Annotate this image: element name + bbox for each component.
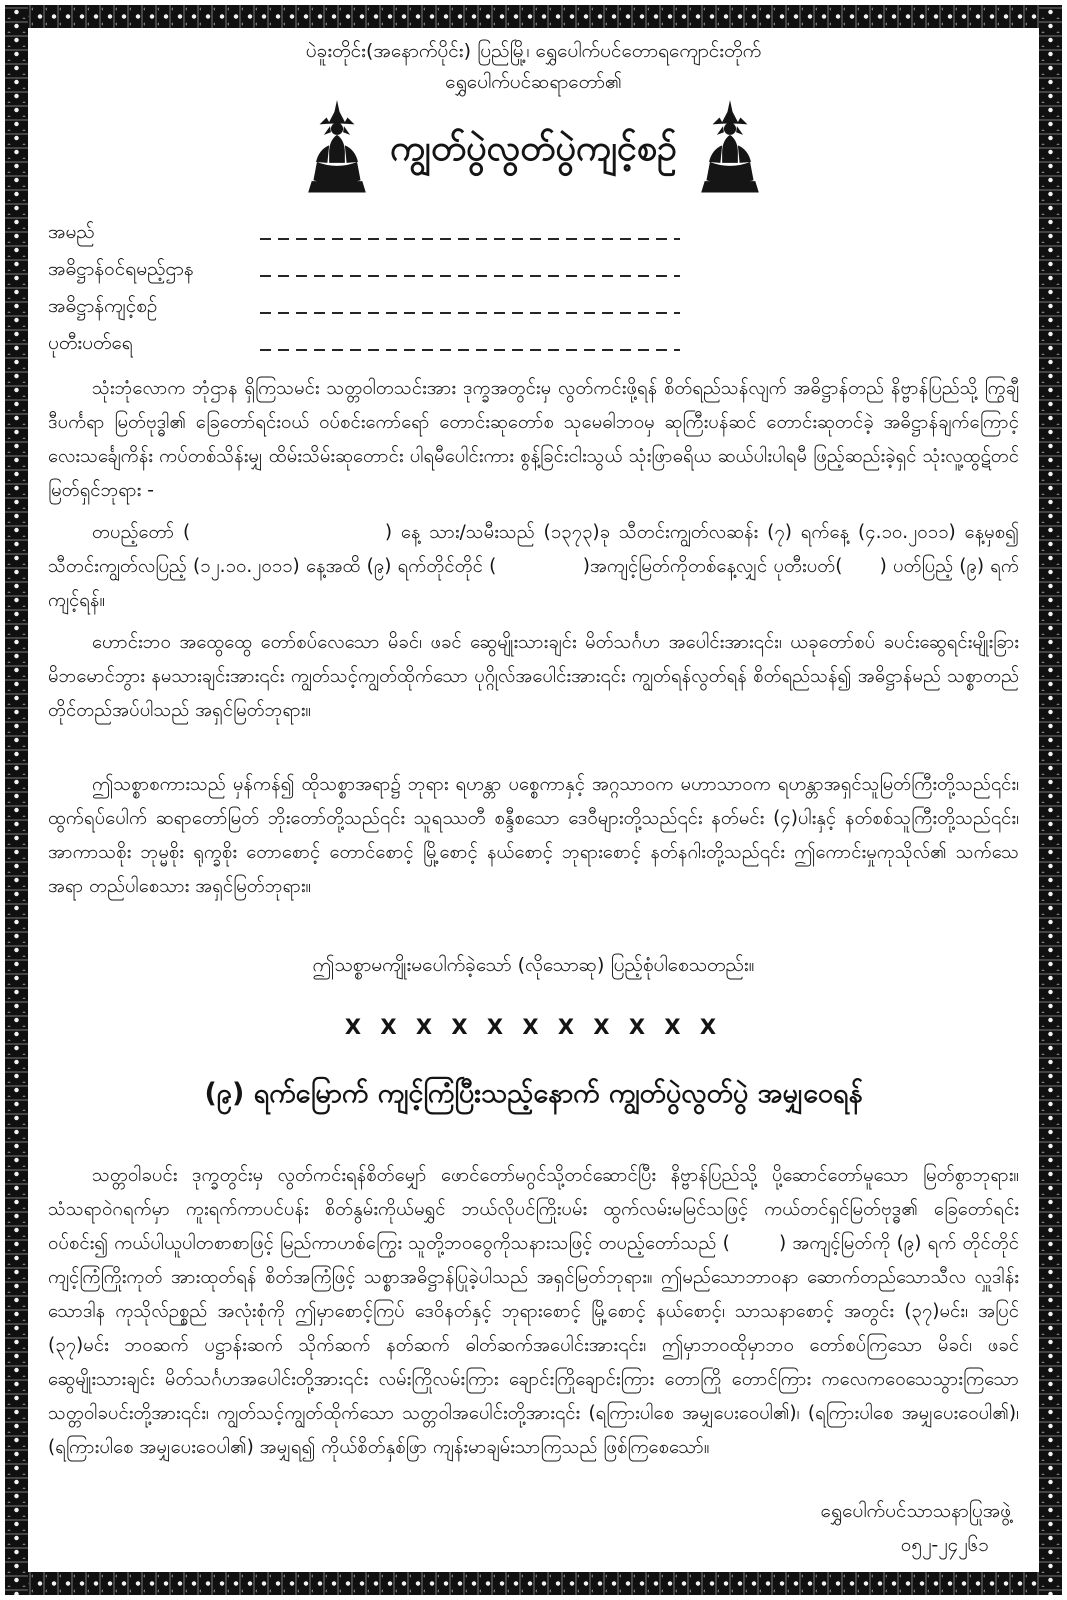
ornate-border-top: [5, 5, 1062, 28]
page-title: ကျွတ်ပွဲလွတ်ပွဲကျင့်စဉ်: [390, 127, 677, 169]
deity-figure-icon-left: [306, 100, 368, 196]
header-line2: ရွှေပေါက်ပင်ဆရာတော်၏: [445, 71, 622, 93]
footer: [48, 1494, 1019, 1566]
field-label-beads: ပုတီးပတ်ရေ: [48, 332, 133, 354]
form-field-row: [48, 321, 1019, 358]
footer-phone: ၀၅၂-၂၄၂၆၁: [900, 1534, 989, 1556]
field-label-name: အမည်: [48, 221, 95, 243]
field-label-place: အဓိဋ္ဌာန်ဝင်ရမည့်ဌာန: [48, 258, 194, 280]
x-separator: X X X X X X X X X X X: [344, 1015, 723, 1039]
oath-line: ဤသစ္စာမကျိုးမပေါက်ခဲ့သော် (လိုသောဆု) ပြည့်စုံပါစေသတည်း။: [312, 954, 755, 976]
ornate-border-left: [5, 5, 28, 1595]
footer-organization: ရွှေပေါက်ပင်သာသနာပြုအဖွဲ့: [820, 1500, 1011, 1522]
form-field-row: [48, 284, 1019, 321]
title-row: [48, 100, 1019, 196]
document-content: [48, 36, 1019, 1566]
body-paragraph-3: ဟောင်းဘဝ အထွေထွေ တော်စပ်လေသော မိခင်၊ ဖခင် ဆွေမျိုးသားချင်း မိတ်သင်္ဂဟ အပေါင်းအား၎င်း၊ ယခုတော်စပ် ခပင်းဆွေရင်းမျိုးခြား မိဘမောင်ဘွား နမသားချင်းအား၎င်း ကျွတ်သင့်ကျွတ်ထိုက်သော ပုဂ္ဂိုလ်အပေါင်းအား၎င်း ကျွတ်ရန်လွတ်ရန် စိတ်ရည်သန်၍ အဓိဋ္ဌာန်မည် သစ္စာတည် တိုင်တည်အပ်ပါသည် အရှင်မြတ်ဘုရား။: [48, 632, 1019, 721]
field-blank-line: [260, 221, 680, 247]
ornate-border-right: [1039, 5, 1062, 1595]
form-field-row: [48, 247, 1019, 284]
ornate-border-bottom: [5, 1572, 1062, 1595]
field-blank-line: [260, 295, 680, 321]
field-blank-line: [260, 258, 680, 284]
body-paragraph-1: သုံးဘုံလောက ဘုံဌာန ရှိကြသမင်း သတ္တဝါတသင်းအား ဒုက္ခအတွင်းမှ လွတ်ကင်းဖို့ရန် စိတ်ရည်သန်လျက် အဓိဋ္ဌာန်တည် နိဗ္ဗာန်ပြည်သို့ ကြွချီဒီပင်္ကရာ မြတ်ဗုဒ္ဓါ၏ ခြေတော်ရင်းဝယ် ဝပ်စင်းကော်ရော် တောင်းဆုတော်စ သုမေဓါဘဝမှ ဆုကြီးပန်ဆင် တောင်းဆုတင်ခဲ့ အဓိဋ္ဌာန်ချက်ကြောင့် လေးသင်္ချေကိန်း ကပ်တစ်သိန်းမျှ ထိမ်းသိမ်းဆုတောင်း ပါရမီပေါင်းကား စွန့်ခြင်းငါးသွယ် သုံးဖြာဓရိယ ဆယ်ပါးပါရမီ ဖြည့်ဆည်းခဲ့ရှင် သုံးလူ့ထွဋ်တင် မြတ်ရှင်ဘုရား -: [48, 378, 1019, 501]
body-paragraph-5: သတ္တဝါခပင်း ဒုက္ခတွင်းမှ လွတ်ကင်းရန်စိတ်မျှော် ဖောင်တော်မဂွင်သို့တင်ဆောင်ပြီး နိဗ္ဗာန်ပြည်သို့ ပို့ဆောင်တော်မူသော မြတ်စွာဘုရား။ သံသရာဝဲဂရက်မှာ ကူးရက်ကာပင်ပန်း စိတ်နွမ်းကိုယ်မရွှင် ဘယ်လိုပင်ကြိုးပမ်း ထွက်လမ်းမမြင်သဖြင့် ကယ်တင်ရှင်မြတ်ဗုဒ္ဓ၏ ခြေတော်ရင်း ဝပ်စင်း၍ ကယ်ပါယူပါတစာစာဖြင့် မြည်ကာဟစ်ကြွေး သူတို့ဘဝဝွေကိုသနားသဖြင့် တပည့်တော်သည် ( ) အကျင့်မြတ်ကို (၉) ရက် တိုင်တိုင် ကျင့်ကြံကြိုးကုတ် အားထုတ်ရန် စိတ်အကြံဖြင့် သစ္စာအဓိဋ္ဌာန်ပြုခဲ့ပါသည် အရှင်မြတ်ဘုရား။ ဤမည်သောဘာဝနာ ဆောက်တည်သောသီလ လှူဒါန်းသောဒါန ကုသိုလ်ဉစ္စည် အလုံးစုံကို ဤမှာစောင့်ကြပ် ဒေဝိနတ်နှင့် ဘုရားစောင့် မြို့စောင့် နယ်စောင့်၊ သာသနာစောင့် အတွင်း (၃၇)မင်း၊ အပြင် (၃၇)မင်း ဘဝဆက် ပဋ္ဌာန်းဆက် သိုက်ဆက် နတ်ဆက် ဓါတ်ဆက်အပေါင်းအား၎င်း၊ ဤမှာဘဝထိုမှာဘဝ တော်စပ်ကြသော မိခင်၊ ဖခင် ဆွေမျိုးသားချင်း မိတ်သင်္ဂဟအပေါင်းတို့အား၎င်း လမ်းကြိုလမ်းကြား ချောင်းကြိုချောင်းကြား တောကြို တောင်ကြား ကလေကဝေသေသွားကြသော သတ္တဝါခပင်းတို့အား၎င်း၊ ကျွတ်သင့်ကျွတ်ထိုက်သော သတ္တဝါအပေါင်းတို့အား၎င်း (ရကြားပါစေ အမျှပေးဝေပါ၏)၊ (ရကြားပါစေ အမျှပေးဝေပါ၏)၊ (ရကြားပါစေ အမျှပေးဝေပါ၏) အမျှရ၍ ကိုယ်စိတ်နှစ်ဖြာ ကျန်းမာချမ်းသာကြသည် ဖြစ်ကြစေသော်။: [48, 1164, 1019, 1458]
deity-figure-icon-right: [699, 100, 761, 196]
form-field-row: [48, 210, 1019, 247]
form-fields: [48, 210, 1019, 358]
field-blank-line: [260, 332, 680, 358]
body-paragraph-2: တပည့်တော် ( ) နေ့ သား/သမီးသည် (၁၃၇၃)ခု သီတင်းကျွတ်လဆန်း (၇) ရက်နေ့ (၄.၁၀.၂၀၁၁) နေ့မှစ၍ သီတင်းကျွတ်လပြည့် (၁၂.၁၀.၂၀၁၁) နေ့အထိ (၉) ရက်တိုင်တိုင် ( )အကျင့်မြတ်ကိုတစ်နေ့လျှင် ပုတီးပတ်( ) ပတ်ပြည့် (၉) ရက်ကျင့်ရန်။: [48, 522, 1019, 611]
body-paragraph-4: ဤသစ္စာစကားသည် မှန်ကန်၍ ထိုသစ္စာအရာ၌ ဘုရား ရဟန္တာ ပစ္စေကာနှင့် အဂ္ဂသာဝက မဟာသာဝက ရဟန္တာအရှင်သူမြတ်ကြီးတို့သည်၎င်း၊ ထွက်ရပ်ပေါက် ဆရာတော်မြတ် ဘိုးတော်တို့သည်၎င်း သူရဿတီ စန္ဒီစသော ဒေဝီများတို့သည်၎င်း နတ်မင်း (၄)ပါးနှင့် နတ်စစ်သူကြီးတို့သည်၎င်း၊ အာကာသစိုး ဘုမ္မစိုး ရုက္ခစိုး တောစောင့် တောင်စောင့် မြို့စောင့် နယ်စောင့် ဘုရားစောင့် နတ်နဂါးတို့သည်၎င်း ဤကောင်းမှုကုသိုလ်၏ သက်သေအရာ တည်ပါစေသား အရှင်မြတ်ဘုရား။: [48, 774, 1019, 897]
field-label-practice: အဓိဋ္ဌာန်ကျင့်စဉ်: [48, 295, 158, 317]
header-line1: ပဲခူးတိုင်း(အနောက်ပိုင်း) ပြည်မြို့၊ ရွှေပေါက်ပင်တောရကျောင်းတိုက်: [305, 40, 762, 62]
section-heading: (၉) ရက်မြောက် ကျင့်ကြံပြီးသည့်နောက် ကျွတ်ပွဲလွတ်ပွဲ အမျှဝေရန်: [204, 1078, 863, 1109]
